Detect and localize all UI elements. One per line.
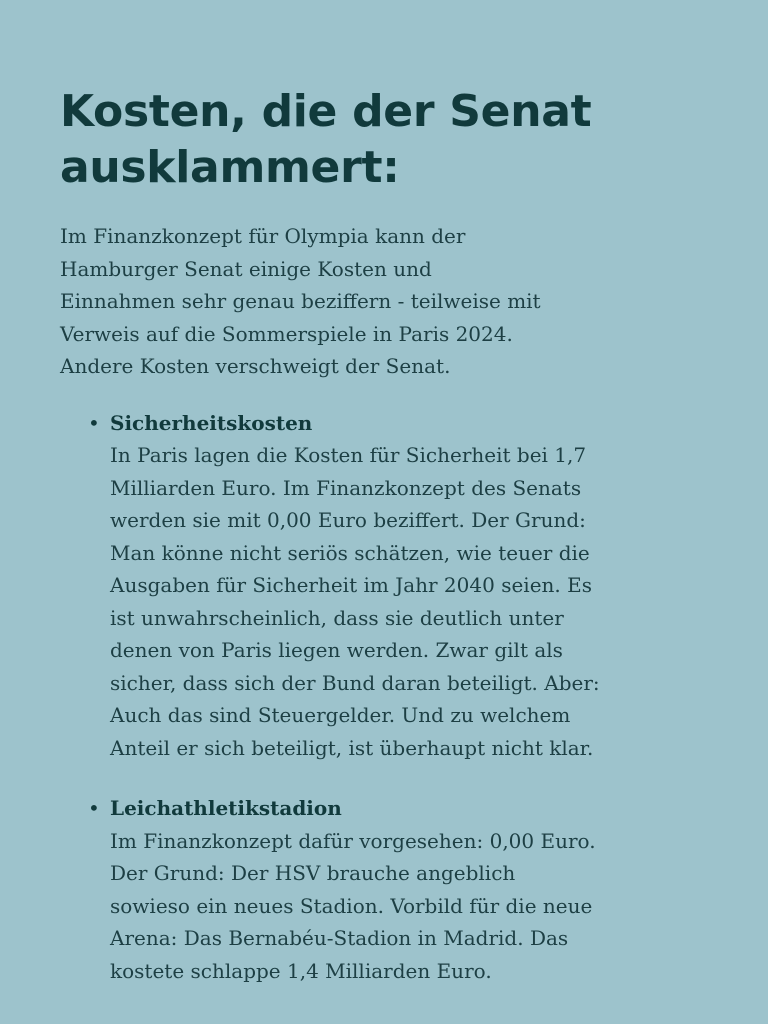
item-heading: Sicherheitskosten: [110, 410, 313, 435]
list-item-sicherheitskosten: [60, 407, 720, 765]
intro-paragraph: [60, 220, 680, 383]
body-line: denen von Paris liegen werden. Zwar gilt als: [110, 638, 563, 662]
intro-line: Andere Kosten verschweigt der Senat.: [60, 354, 451, 378]
list-item-leichathletikstadion: [60, 792, 720, 987]
title-line: ausklammert:: [60, 142, 400, 193]
bullet-icon: •: [88, 410, 100, 435]
body-line: kostete schlappe 1,4 Milliarden Euro.: [110, 958, 492, 983]
item-body: [110, 825, 720, 988]
body-line: Man könne nicht seriös schätzen, wie teuer die: [110, 540, 590, 565]
body-line: Milliarden Euro. Im Finanzkonzept des Senats: [110, 475, 582, 500]
intro-line: Verweis auf die Sommerspiele in Paris 2024.: [60, 321, 513, 346]
bullet-icon: •: [88, 796, 100, 820]
intro-line: Im Finanzkonzept für Olympia kann der: [60, 224, 466, 248]
body-line: Der Grund: Der HSV brauche angeblich: [110, 861, 516, 885]
body-line: werden sie mit 0,00 Euro beziffert. Der Grund:: [110, 508, 586, 532]
page-title: [60, 84, 720, 196]
body-line: sicher, dass sich der Bund daran beteiligt. Aber:: [110, 670, 600, 695]
body-line: ist unwahrscheinlich, dass sie deutlich unter: [110, 605, 564, 630]
body-line: In Paris lagen die Kosten für Sicherheit bei 1,7: [110, 443, 587, 467]
intro-line: Hamburger Senat einige Kosten und: [60, 256, 432, 281]
body-line: Ausgaben für Sicherheit im Jahr 2040 seien. Es: [110, 573, 592, 597]
item-body: [110, 439, 720, 764]
title-line: Kosten, die der Senat: [60, 86, 592, 137]
document-page: [60, 84, 720, 1015]
intro-line: Einnahmen sehr genau beziffern - teilweise mit: [60, 289, 541, 313]
body-line: Im Finanzkonzept dafür vorgesehen: 0,00 Euro.: [110, 828, 596, 853]
body-line: Auch das sind Steuergelder. Und zu welchem: [110, 703, 571, 727]
body-line: Arena: Das Bernabéu-Stadion in Madrid. Das: [110, 926, 569, 950]
body-line: sowieso ein neues Stadion. Vorbild für die neue: [110, 893, 593, 918]
body-line: Anteil er sich beteiligt, ist überhaupt nicht klar.: [110, 735, 594, 760]
cost-list: [60, 407, 720, 988]
item-heading: Leichathletikstadion: [110, 796, 342, 820]
